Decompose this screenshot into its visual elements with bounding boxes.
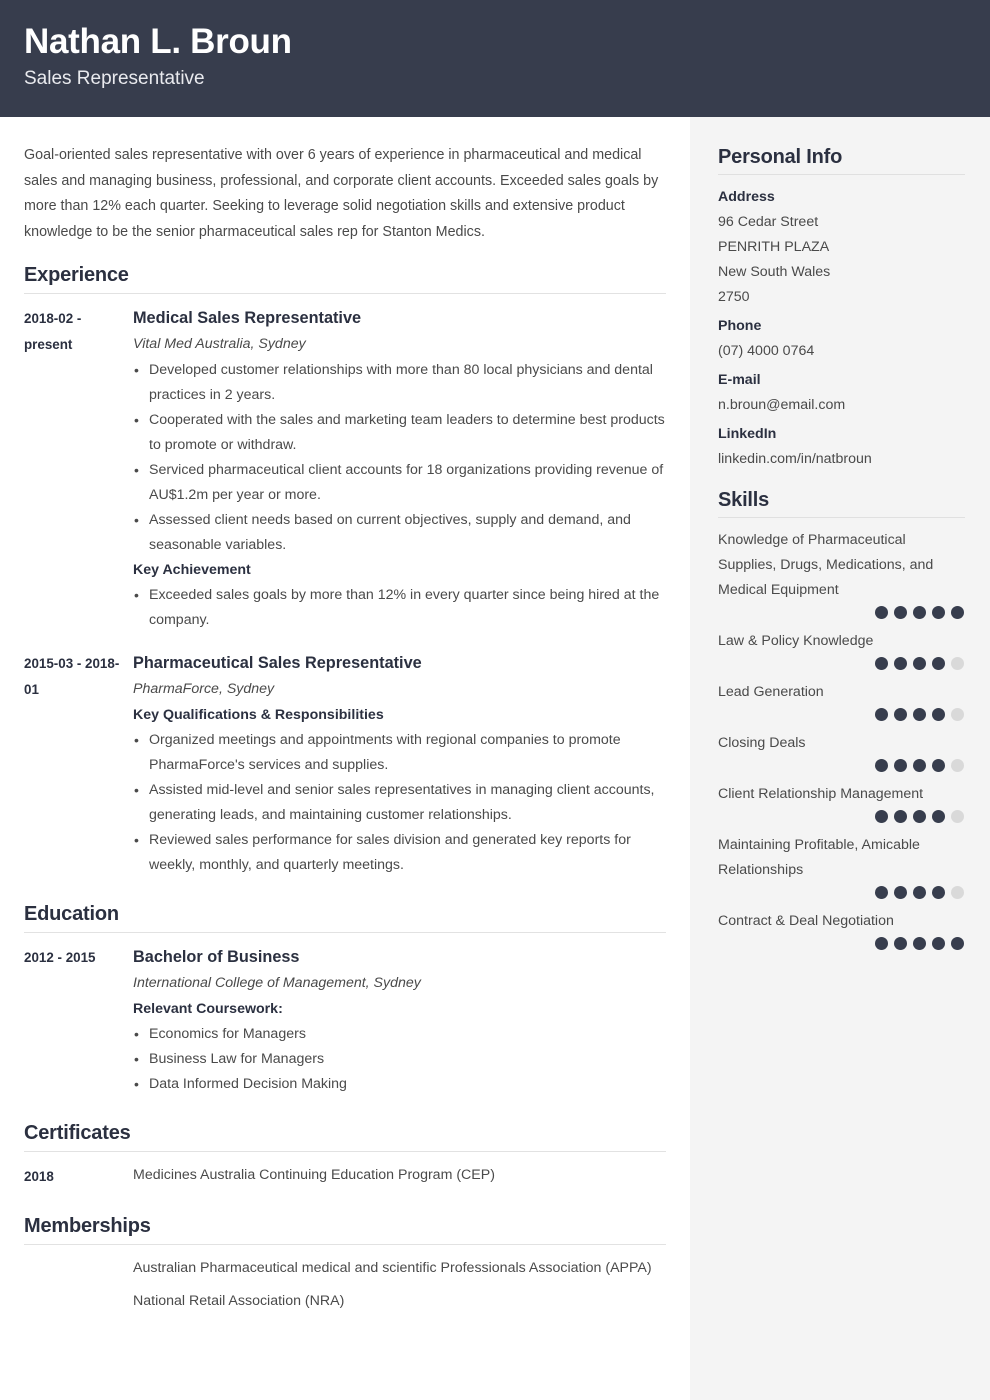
list-item: • Serviced pharmaceutical client accounts for 18 organizations providing revenue of AU$1.2m per year or more. (133, 458, 666, 508)
key-qualifications-list (133, 728, 666, 878)
skill-dot-empty (951, 886, 964, 899)
skill-dot-filled (913, 606, 926, 619)
personal-info-label: Phone (718, 318, 762, 334)
list-item: • Assessed client needs based on current objectives, supply and demand, and seasonable variables. (133, 508, 666, 558)
skill-dot-filled (913, 886, 926, 899)
experience-details (133, 305, 666, 633)
membership-name: Australian Pharmaceutical medical and scientific Professionals Association (APPA) (133, 1260, 652, 1276)
spacer (24, 638, 666, 650)
skill-item (718, 833, 965, 899)
candidate-name: Nathan L. Broun (24, 22, 292, 61)
experience-entry (24, 305, 666, 633)
resume-body (0, 117, 990, 1400)
skill-label: Closing Deals (718, 735, 806, 751)
skill-dot-filled (913, 759, 926, 772)
relevant-coursework-heading: Relevant Coursework: (133, 1001, 283, 1017)
skill-label: Law & Policy Knowledge (718, 633, 874, 649)
skill-dot-filled (932, 886, 945, 899)
skill-dot-filled (932, 708, 945, 721)
skill-label: Client Relationship Management (718, 786, 924, 802)
skill-rating (718, 937, 965, 950)
candidate-job-title: Sales Representative (24, 68, 205, 89)
skill-dot-filled (951, 937, 964, 950)
skill-dot-filled (932, 759, 945, 772)
certificate-date: 2018 (24, 1169, 54, 1184)
main-column (0, 117, 690, 1400)
section-heading-experience: Experience (24, 264, 666, 294)
list-item: • Business Law for Managers (133, 1047, 666, 1072)
membership-date (24, 1256, 133, 1322)
skill-item (718, 731, 965, 772)
experience-entry (24, 650, 666, 878)
experience-job-title: Pharmaceutical Sales Representative (133, 654, 422, 672)
skill-rating (718, 759, 965, 772)
skill-dot-filled (875, 886, 888, 899)
skill-rating (718, 810, 965, 823)
personal-info-address (718, 185, 965, 310)
personal-info-value: PENRITH PLAZA (718, 239, 830, 255)
personal-info-value[interactable]: linkedin.com/in/natbroun (718, 451, 872, 467)
section-heading-certificates: Certificates (24, 1122, 666, 1152)
list-item: • Exceeded sales goals by more than 12% in every quarter since being hired at the company. (133, 583, 666, 633)
experience-organization: PharmaForce, Sydney (133, 681, 275, 697)
skill-label: Knowledge of Pharmaceutical Supplies, Drugs, Medications, and Medical Equipment (718, 532, 934, 598)
list-item: • Developed customer relationships with more than 80 local physicians and dental practices in 2 years. (133, 358, 666, 408)
skill-dot-filled (875, 708, 888, 721)
skill-item (718, 680, 965, 721)
skill-dot-filled (875, 759, 888, 772)
section-heading-skills: Skills (718, 489, 965, 518)
skill-item (718, 629, 965, 670)
skill-dot-filled (894, 886, 907, 899)
list-item: • Cooperated with the sales and marketing team leaders to determine best products to promote or withdraw. (133, 408, 666, 458)
key-achievement-list (133, 583, 666, 633)
spacer (24, 1195, 666, 1215)
list-item: • Economics for Managers (133, 1022, 666, 1047)
education-details (133, 944, 666, 1097)
experience-date: 2015-03 - 2018-01 (24, 656, 120, 697)
membership-name: National Retail Association (NRA) (133, 1293, 345, 1309)
section-heading-memberships: Memberships (24, 1215, 666, 1245)
personal-info-linkedin (718, 422, 965, 472)
experience-details (133, 650, 666, 878)
relevant-coursework-list (133, 1022, 666, 1097)
list-item: • Organized meetings and appointments with regional companies to promote PharmaForce's services and supplies. (133, 728, 666, 778)
skill-dot-filled (875, 606, 888, 619)
skill-dot-filled (913, 657, 926, 670)
list-item: • Assisted mid-level and senior sales representatives in managing client accounts, generating leads, and maintaining customer relationships. (133, 778, 666, 828)
skill-label: Maintaining Profitable, Amicable Relationships (718, 837, 920, 878)
personal-info-value[interactable]: n.broun@email.com (718, 397, 846, 413)
section-heading-personal-info: Personal Info (718, 146, 965, 175)
skill-dot-filled (932, 810, 945, 823)
personal-info-email (718, 368, 965, 418)
skill-rating (718, 886, 965, 899)
skill-item (718, 909, 965, 950)
skill-dot-empty (951, 759, 964, 772)
experience-job-title: Medical Sales Representative (133, 309, 362, 327)
spacer (24, 1102, 666, 1122)
skill-dot-filled (932, 657, 945, 670)
personal-info-phone (718, 314, 965, 364)
membership-entry (24, 1256, 666, 1322)
skill-dot-filled (951, 606, 964, 619)
skill-rating (718, 657, 965, 670)
skill-rating (718, 708, 965, 721)
section-heading-education: Education (24, 903, 666, 933)
personal-info-value: (07) 4000 0764 (718, 343, 815, 359)
sidebar (690, 117, 990, 1400)
experience-date: 2018-02 - present (24, 311, 82, 352)
spacer (24, 883, 666, 903)
key-qualifications-heading: Key Qualifications & Responsibilities (133, 707, 384, 723)
list-item: • Data Informed Decision Making (133, 1072, 666, 1097)
skill-item (718, 528, 965, 619)
personal-info-value: 2750 (718, 289, 750, 305)
personal-info-value: 96 Cedar Street (718, 214, 819, 230)
personal-info-label: E-mail (718, 372, 761, 388)
skill-label: Contract & Deal Negotiation (718, 913, 894, 929)
skill-dot-filled (932, 937, 945, 950)
personal-info-label: LinkedIn (718, 426, 777, 442)
skill-dot-filled (894, 937, 907, 950)
skill-dot-filled (875, 810, 888, 823)
skill-rating (718, 606, 965, 619)
skill-dot-filled (894, 810, 907, 823)
skill-dot-filled (913, 708, 926, 721)
skill-dot-empty (951, 657, 964, 670)
personal-info-label: Address (718, 189, 775, 205)
skill-dot-filled (913, 810, 926, 823)
skill-dot-filled (913, 937, 926, 950)
skill-dot-filled (894, 708, 907, 721)
education-date: 2012 - 2015 (24, 950, 96, 965)
resume-header (0, 0, 990, 117)
skill-dot-filled (875, 937, 888, 950)
certificate-entry (24, 1163, 666, 1190)
skill-item (718, 782, 965, 823)
skill-dot-filled (875, 657, 888, 670)
skill-dot-filled (932, 606, 945, 619)
membership-details (133, 1256, 666, 1322)
experience-organization: Vital Med Australia, Sydney (133, 336, 306, 352)
education-institution: International College of Management, Sydney (133, 975, 421, 991)
skill-dot-empty (951, 708, 964, 721)
skill-label: Lead Generation (718, 684, 824, 700)
key-achievement-heading: Key Achievement (133, 562, 251, 578)
certificate-name: Medicines Australia Continuing Education Program (CEP) (133, 1167, 495, 1183)
skill-dot-filled (894, 759, 907, 772)
skill-dot-filled (894, 657, 907, 670)
list-item: • Reviewed sales performance for sales division and generated key reports for weekly, monthly, and quarterly meetings. (133, 828, 666, 878)
experience-bullet-list (133, 358, 666, 558)
skills-section (718, 489, 965, 950)
professional-summary: Goal-oriented sales representative with over 6 years of experience in pharmaceutical and medical sales and managing business, professional, and corporate client accounts. Exceeded sales goals by more than 12% each quarter. Seeking to leverage solid negotiation skills and extensive product knowledge to be the senior pharmaceutical sales rep for Stanton Medics. (24, 147, 659, 240)
certificate-details (133, 1163, 666, 1190)
education-entry (24, 944, 666, 1097)
skill-dot-empty (951, 810, 964, 823)
personal-info-value: New South Wales (718, 264, 831, 280)
education-degree: Bachelor of Business (133, 948, 300, 966)
skill-dot-filled (894, 606, 907, 619)
